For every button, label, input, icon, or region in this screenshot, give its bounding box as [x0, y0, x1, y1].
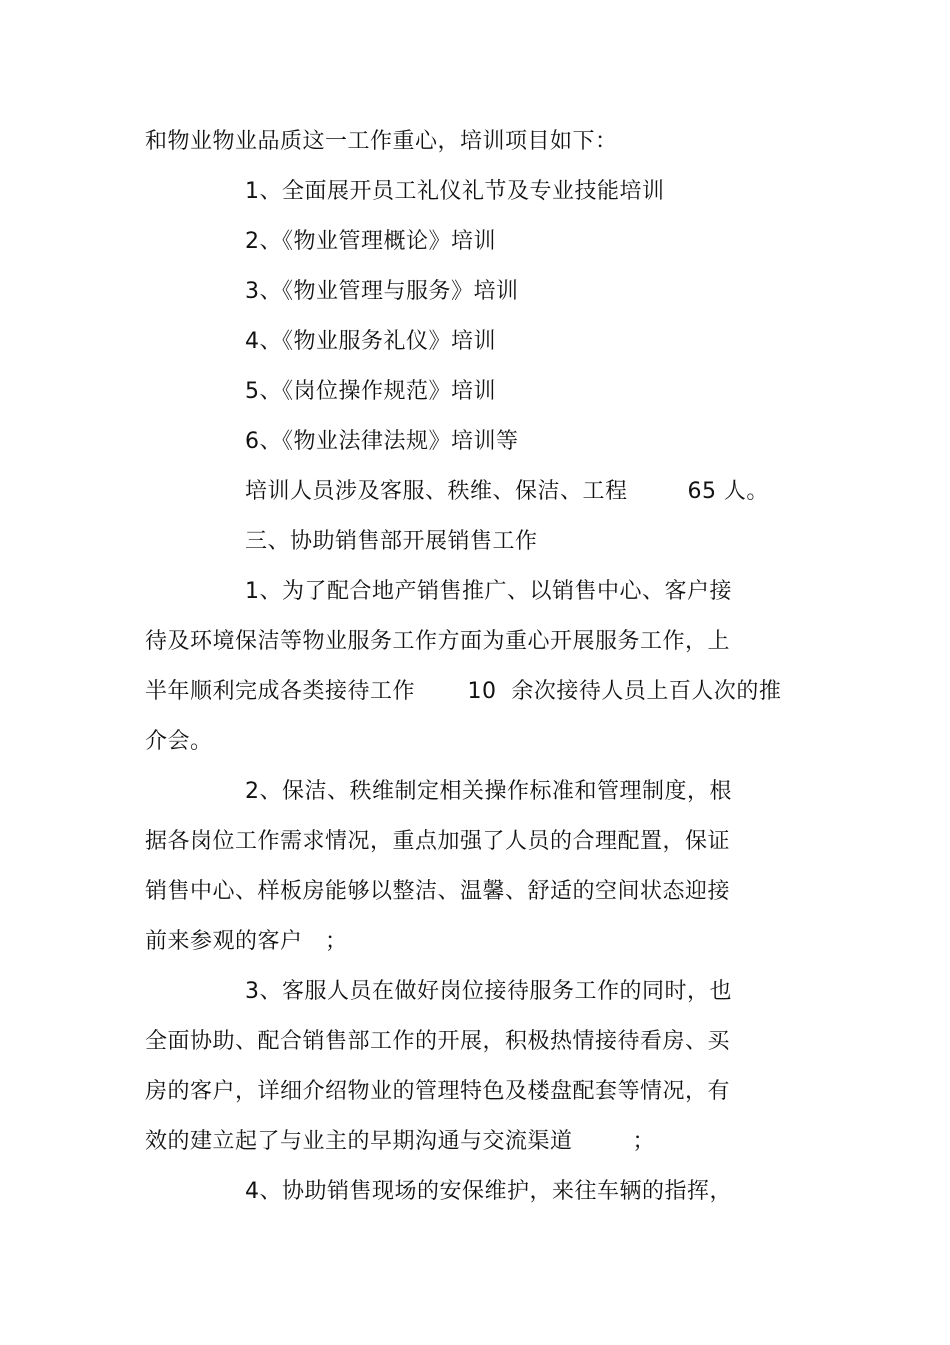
- section-heading: 三、协助销售部开展销售工作: [245, 529, 538, 554]
- paragraph-2-line-1: 2、保洁、秩维制定相关操作标准和管理制度，根: [245, 779, 732, 804]
- training-item-5: 5、《岗位操作规范》培训: [245, 379, 496, 404]
- paragraph-1-line-4: 介会。: [145, 729, 213, 754]
- training-item-4: 4、《物业服务礼仪》培训: [245, 329, 496, 354]
- paragraph-1-line-1: 1、为了配合地产销售推广、以销售中心、客户接: [245, 579, 732, 604]
- intro-line: 和物业物业品质这一工作重心，培训项目如下：: [145, 129, 618, 154]
- training-item-1: 1、全面展开员工礼仪礼节及专业技能培训: [245, 179, 665, 204]
- paragraph-3-line-1: 3、客服人员在做好岗位接待服务工作的同时，也: [245, 979, 732, 1004]
- training-item-2: 2、《物业管理概论》培训: [245, 229, 496, 254]
- paragraph-3-line-3: 房的客户，详细介绍物业的管理特色及楼盘配套等情况，有: [145, 1079, 731, 1104]
- paragraph-2-line-4: 前来参观的客户 ；: [145, 929, 348, 954]
- paragraph-4-line-1: 4、协助销售现场的安保维护，来往车辆的指挥，: [245, 1179, 732, 1204]
- training-item-3: 3、《物业管理与服务》培训: [245, 279, 519, 304]
- paragraph-3-line-4: 效的建立起了与业主的早期沟通与交流渠道 ；: [145, 1129, 655, 1154]
- paragraph-2-line-2: 据各岗位工作需求情况，重点加强了人员的合理配置，保证: [145, 829, 731, 854]
- training-staff-line: 培训人员涉及客服、秩维、保洁、工程 65 人。: [245, 479, 769, 504]
- paragraph-1-line-2: 待及环境保洁等物业服务工作方面为重心开展服务工作，上: [145, 629, 731, 654]
- paragraph-1-line-3: 半年顺利完成各类接待工作 10 余次接待人员上百人次的推: [145, 679, 782, 704]
- training-item-6: 6、《物业法律法规》培训等: [245, 429, 519, 454]
- paragraph-3-line-2: 全面协助、配合销售部工作的开展，积极热情接待看房、买: [145, 1029, 731, 1054]
- paragraph-2-line-3: 销售中心、样板房能够以整洁、温馨、舒适的空间状态迎接: [145, 879, 731, 904]
